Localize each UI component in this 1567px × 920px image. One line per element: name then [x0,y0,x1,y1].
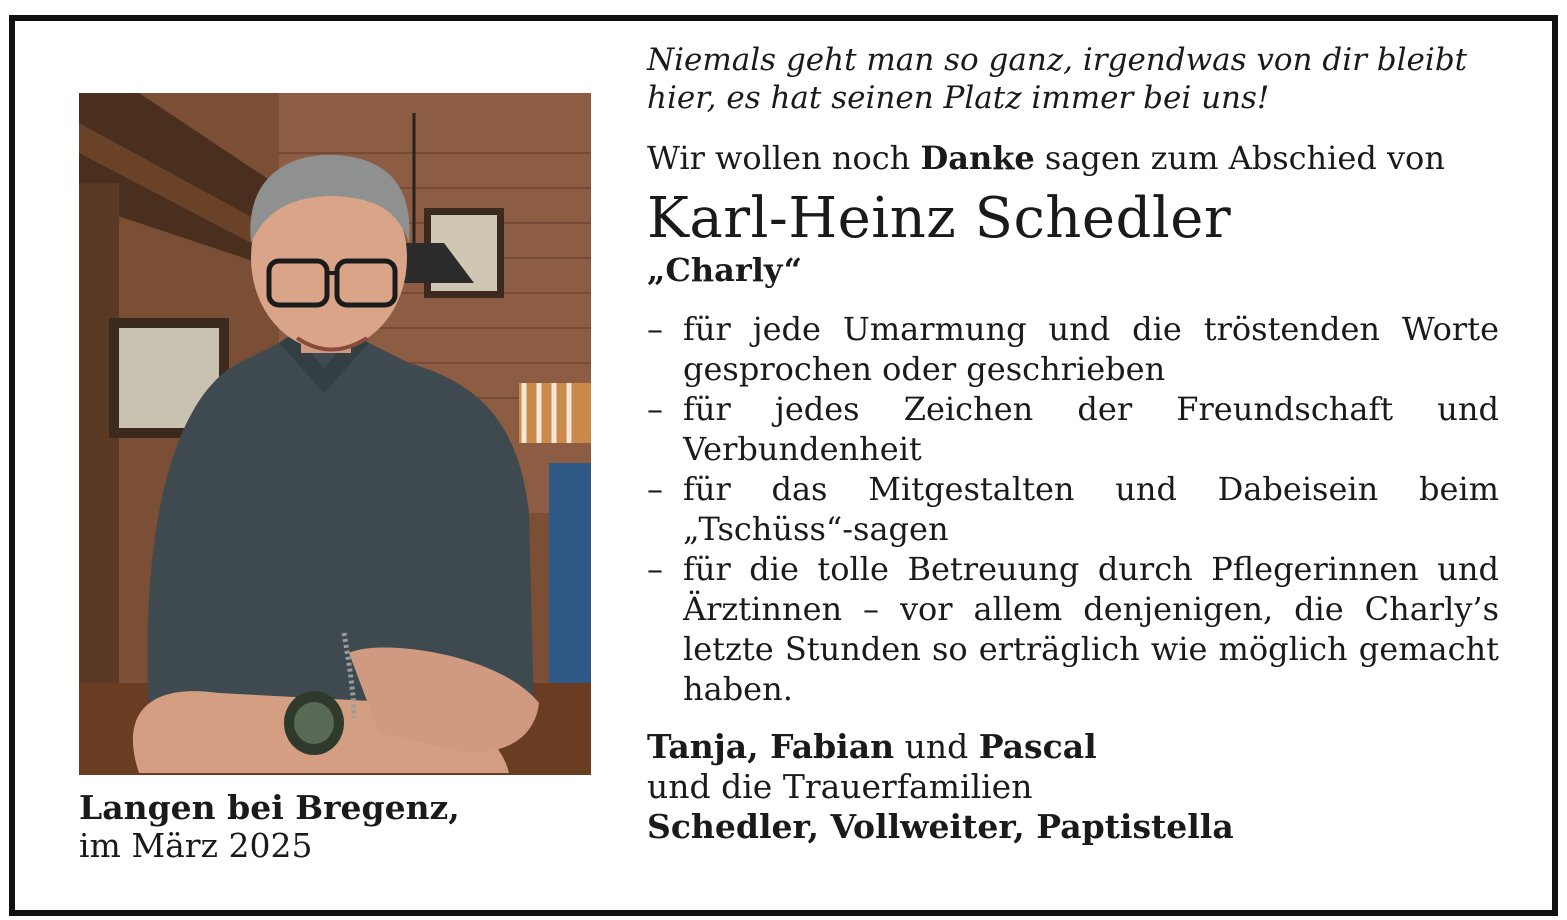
deceased-name: Karl-Heinz Schedler [647,186,1232,251]
list-item: – für das Mitgestalten und Dabeisein beim „Tschüss“-sagen [647,469,1499,549]
notice-frame [9,15,1558,916]
motto-quote: Niemals geht man so ganz, irgendwas von dir bleibt hier, es hat seinen Platz immer bei uns! [647,42,1468,116]
thanks-line [647,139,1499,177]
signature-name-fabian: Fabian [770,727,895,766]
notice-text [647,41,1499,847]
portrait-photo [79,93,591,775]
place-location: Langen bei Bregenz, [79,788,460,827]
signature-names [647,727,1499,767]
place-date: im März 2025 [79,826,313,865]
signature-family-names: Schedler, Vollweiter, Paptistella [647,807,1234,846]
thanks-list [647,309,1499,709]
thanks-before: Wir wollen noch [647,139,921,177]
thanks-after: sagen zum Abschied von [1034,139,1445,177]
signature-block [647,727,1499,847]
signature-sep: , [747,727,771,766]
place-and-date [79,789,460,865]
deceased-nickname: „Charly“ [647,251,803,289]
list-item: – für jede Umarmung und die tröstenden Worte gesprochen oder geschrieben [647,309,1499,389]
thanks-bold: Danke [920,139,1035,177]
list-item: – für die tolle Betreuung durch Pflegerinnen und Ärztinnen – vor allem denjenigen, die Charly’s letzte Stunden so erträglich wie möglich gemacht haben. [647,549,1499,709]
signature-conj: und [894,727,979,766]
signature-name-tanja: Tanja [647,727,748,766]
signature-families: und die Trauerfamilien [647,767,1033,806]
list-item: – für jedes Zeichen der Freundschaft und Verbundenheit [647,389,1499,469]
signature-name-pascal: Pascal [978,727,1097,766]
